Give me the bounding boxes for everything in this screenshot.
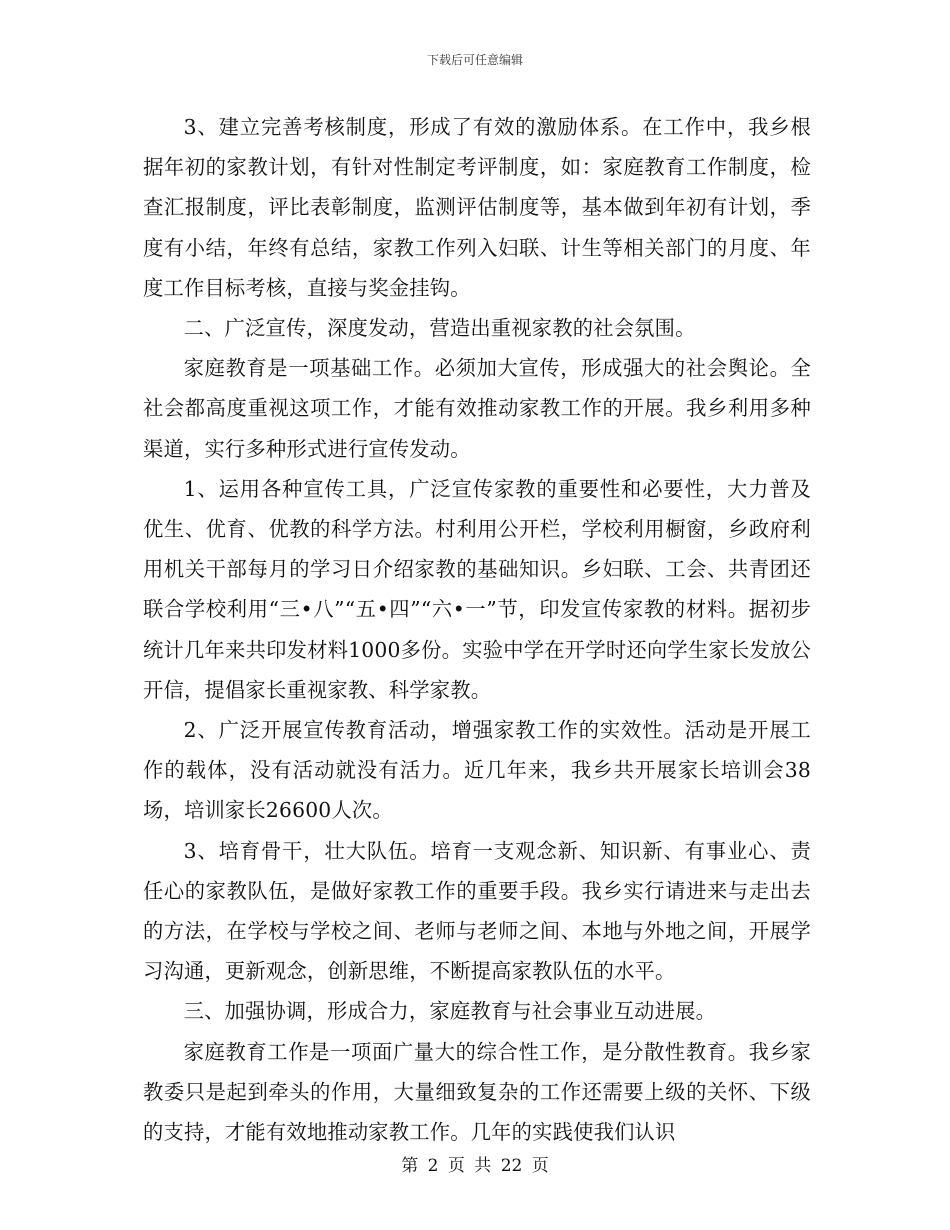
section-heading-publicity: 二、广泛宣传，深度发动，营造出重视家教的社会氛围。: [183, 316, 696, 341]
document-body: [143, 107, 811, 1152]
paragraph-training-team: 3、培育骨干，壮大队伍。培育一支观念新、知识新、有事业心、责任心的家教队伍，是做好家教工作的重要手段。我乡实行请进来与走出去的方法，在学校与学校之间、老师与老师之间、本地与外地之间，开展学习沟通，更新观念，创新思维，不断提高家教队伍的水平。: [143, 838, 811, 984]
paragraph-education-activities: 2、广泛开展宣传教育活动，增强家教工作的实效性。活动是开展工作的载体，没有活动就没有活力。近几年来，我乡共开展家长培训会38场，培训家长26600人次。: [143, 718, 811, 823]
paragraph-publicity-tools: 1、运用各种宣传工具，广泛宣传家教的重要性和必要性，大力普及优生、优育、优教的科学方法。村利用公开栏，学校利用橱窗，乡政府利用机关干部每月的学习日介绍家教的基础知识。乡妇联、工会、共青团还联合学校利用“三•八”“五•四”“六•一”节，印发宣传家教的材料。据初步统计几年来共印发材料1000多份。实验中学在开学时还向学生家长发放公开信，提倡家长重视家教、科学家教。: [143, 476, 811, 702]
page-header: 下载后可任意编辑: [426, 53, 523, 67]
paragraph-coordination-body: 家庭教育工作是一项面广量大的综合性工作，是分散性教育。我乡家教委只是起到牵头的作用，大量细致复杂的工作还需要上级的关怀、下级的支持，才能有效地推动家教工作。几年的实践使我们认识: [143, 1039, 811, 1145]
paragraph-publicity-intro: 家庭教育是一项基础工作。必须加大宣传，形成强大的社会舆论。全社会都高度重视这项工作，才能有效推动家教工作的开展。我乡利用多种渠道，实行多种形式进行宣传发动。: [143, 356, 811, 461]
page-number-footer: 第 2 页 共 22 页: [401, 1156, 549, 1176]
section-heading-coordination: 三、加强协调，形成合力，家庭教育与社会事业互动进展。: [183, 999, 717, 1024]
paragraph-assessment-system: 3、建立完善考核制度，形成了有效的激励体系。在工作中，我乡根据年初的家教计划，有针对性制定考评制度，如：家庭教育工作制度，检查汇报制度，评比表彰制度，监测评估制度等，基本做到年初有计划，季度有小结，年终有总结，家教工作列入妇联、计生等相关部门的月度、年度工作目标考核，直接与奖金挂钩。: [143, 115, 811, 300]
